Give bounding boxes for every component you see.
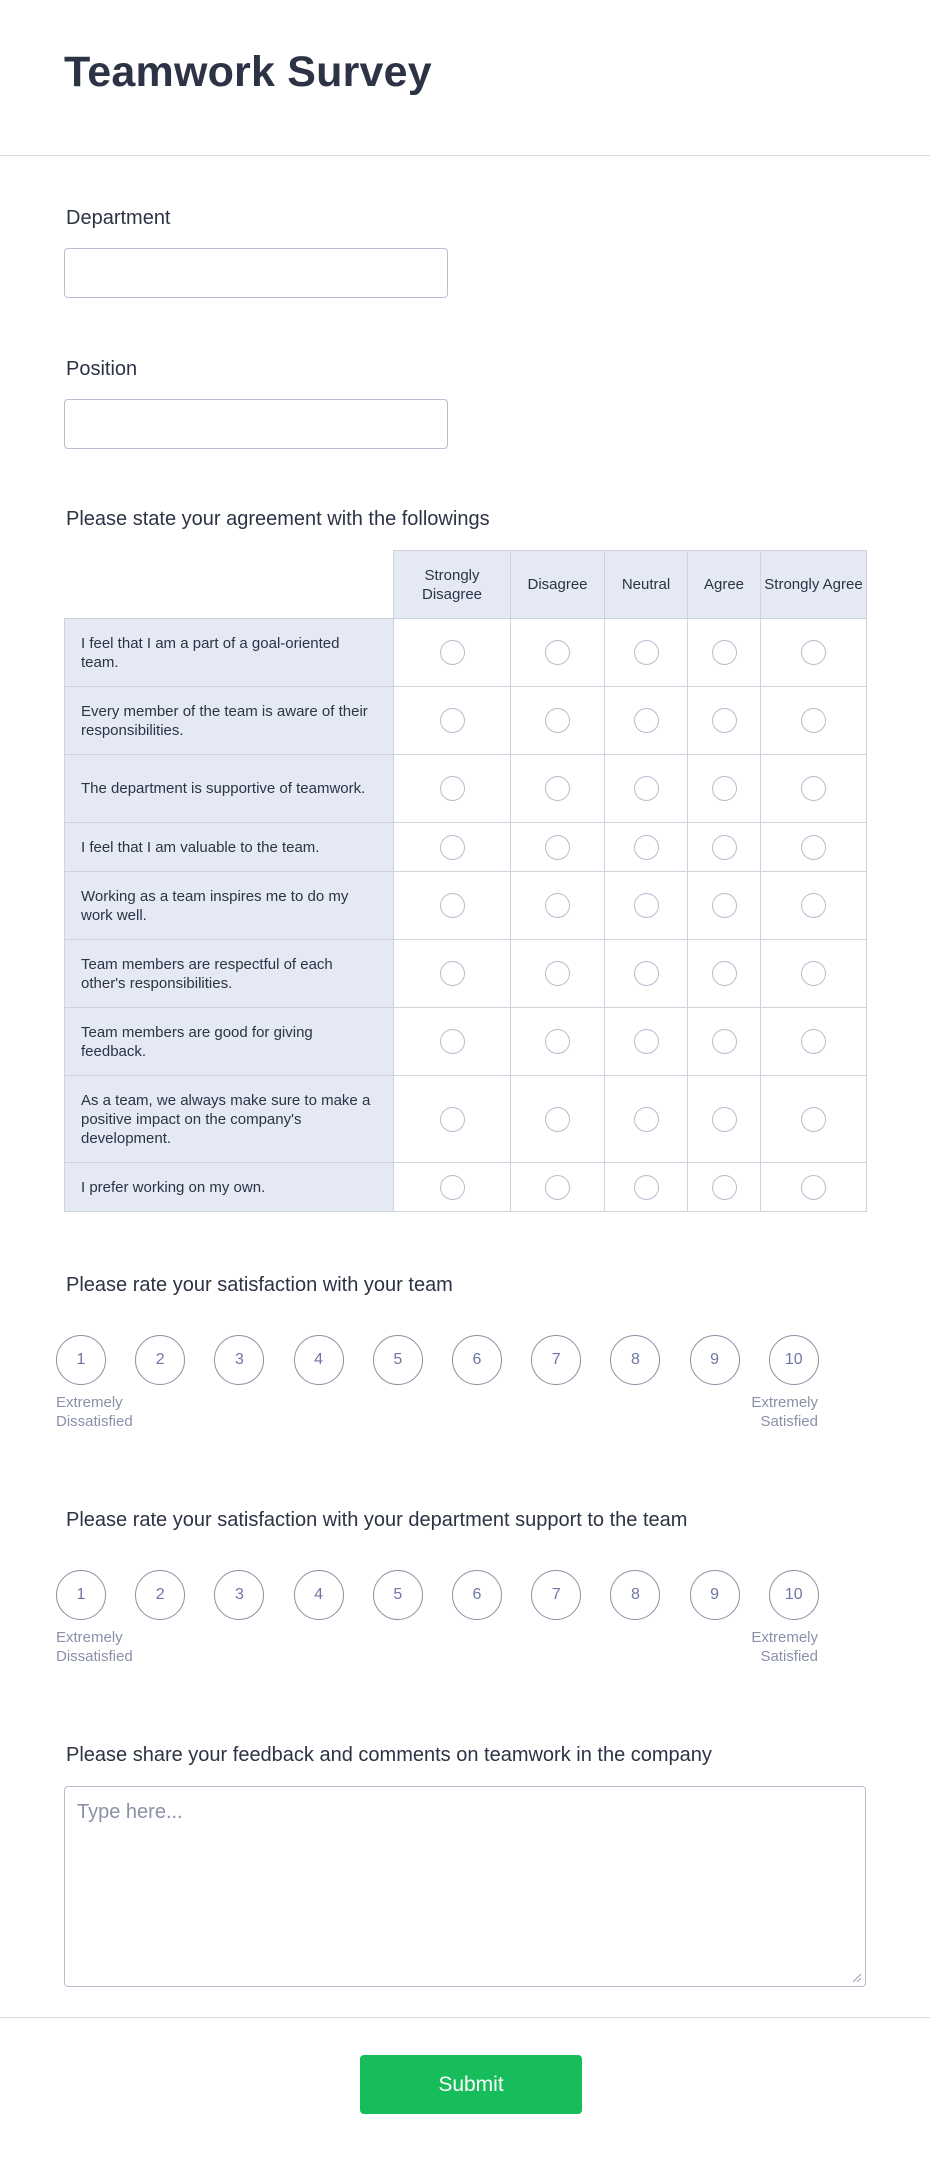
rating-option-4[interactable]: 4 — [294, 1570, 344, 1620]
rating-option-3[interactable]: 3 — [214, 1570, 264, 1620]
form-header — [0, 0, 930, 156]
matrix-cell — [688, 872, 761, 940]
matrix-radio-button[interactable] — [712, 893, 737, 918]
matrix-cell — [394, 1076, 511, 1163]
matrix-cell — [688, 1076, 761, 1163]
matrix-radio-button[interactable] — [440, 835, 465, 860]
matrix-row-question: I feel that I am valuable to the team. — [65, 823, 394, 872]
matrix-corner — [65, 551, 394, 619]
matrix-radio-button[interactable] — [801, 893, 826, 918]
matrix-cell — [511, 1008, 605, 1076]
matrix-radio-button[interactable] — [440, 776, 465, 801]
matrix-radio-button[interactable] — [801, 708, 826, 733]
matrix-radio-button[interactable] — [545, 893, 570, 918]
matrix-row-question: Working as a team inspires me to do my work well. — [65, 872, 394, 940]
rating-option-7[interactable]: 7 — [531, 1335, 581, 1385]
matrix-radio-button[interactable] — [712, 1029, 737, 1054]
matrix-radio-button[interactable] — [545, 1107, 570, 1132]
matrix-radio-button[interactable] — [440, 640, 465, 665]
rating-option-10[interactable]: 10 — [769, 1335, 819, 1385]
matrix-radio-button[interactable] — [440, 1029, 465, 1054]
matrix-col-agree: Agree — [688, 551, 761, 619]
matrix-radio-button[interactable] — [801, 961, 826, 986]
matrix-cell — [605, 755, 688, 823]
matrix-radio-button[interactable] — [712, 1107, 737, 1132]
matrix-radio-button[interactable] — [712, 1175, 737, 1200]
matrix-radio-button[interactable] — [440, 1107, 465, 1132]
matrix-radio-button[interactable] — [440, 1175, 465, 1200]
matrix-radio-button[interactable] — [545, 708, 570, 733]
matrix-radio-button[interactable] — [545, 835, 570, 860]
matrix-row-question: Every member of the team is aware of their responsibilities. — [65, 687, 394, 755]
matrix-cell — [761, 619, 867, 687]
matrix-cell — [605, 940, 688, 1008]
department-input[interactable] — [64, 248, 448, 298]
matrix-radio-button[interactable] — [712, 708, 737, 733]
agreement-matrix — [64, 550, 867, 1212]
matrix-radio-button[interactable] — [712, 776, 737, 801]
matrix-cell — [761, 823, 867, 872]
rating-department-high-label: Extremely Satisfied — [751, 1629, 818, 1665]
feedback-label: Please share your feedback and comments on teamwork in the company — [66, 1744, 712, 1766]
matrix-cell — [511, 687, 605, 755]
matrix-radio-button[interactable] — [801, 1175, 826, 1200]
rating-option-5[interactable]: 5 — [373, 1570, 423, 1620]
matrix-cell — [394, 755, 511, 823]
matrix-radio-button[interactable] — [545, 1029, 570, 1054]
matrix-radio-button[interactable] — [801, 1029, 826, 1054]
matrix-cell — [394, 687, 511, 755]
rating-option-10[interactable]: 10 — [769, 1570, 819, 1620]
matrix-cell — [511, 755, 605, 823]
matrix-radio-button[interactable] — [712, 640, 737, 665]
matrix-row-question: I feel that I am a part of a goal-oriented team. — [65, 619, 394, 687]
matrix-radio-button[interactable] — [634, 835, 659, 860]
matrix-row-question: The department is supportive of teamwork. — [65, 755, 394, 823]
rating-option-4[interactable]: 4 — [294, 1335, 344, 1385]
rating-department-label: Please rate your satisfaction with your department support to the team — [66, 1509, 688, 1531]
matrix-row — [65, 619, 867, 687]
matrix-col-strongly-disagree: Strongly Disagree — [394, 551, 511, 619]
rating-option-6[interactable]: 6 — [452, 1335, 502, 1385]
matrix-cell — [511, 1163, 605, 1212]
feedback-placeholder: Type here... — [77, 1801, 183, 1823]
matrix-cell — [394, 872, 511, 940]
matrix-cell — [761, 1163, 867, 1212]
rating-option-6[interactable]: 6 — [452, 1570, 502, 1620]
matrix-radio-button[interactable] — [634, 893, 659, 918]
resize-handle-icon[interactable] — [851, 1972, 861, 1982]
matrix-radio-button[interactable] — [712, 835, 737, 860]
matrix-cell — [394, 1008, 511, 1076]
matrix-cell — [688, 823, 761, 872]
rating-team-scale — [56, 1335, 836, 1385]
matrix-radio-button[interactable] — [801, 835, 826, 860]
matrix-radio-button[interactable] — [440, 708, 465, 733]
rating-option-3[interactable]: 3 — [214, 1335, 264, 1385]
form-title: Teamwork Survey — [64, 48, 432, 96]
matrix-cell — [605, 872, 688, 940]
matrix-row — [65, 940, 867, 1008]
rating-team-label: Please rate your satisfaction with your team — [66, 1274, 453, 1296]
submit-button[interactable]: Submit — [360, 2055, 582, 2114]
matrix-cell — [761, 1076, 867, 1163]
matrix-cell — [605, 1008, 688, 1076]
position-label: Position — [66, 358, 138, 380]
matrix-row — [65, 1008, 867, 1076]
matrix-cell — [688, 940, 761, 1008]
matrix-radio-button[interactable] — [801, 640, 826, 665]
rating-department-low-label: Extremely Dissatisfied — [56, 1629, 133, 1665]
rating-option-2[interactable]: 2 — [135, 1570, 185, 1620]
matrix-col-strongly-agree: Strongly Agree — [761, 551, 867, 619]
rating-team-high-label: Extremely Satisfied — [751, 1394, 818, 1430]
matrix-cell — [688, 1008, 761, 1076]
matrix-radio-button[interactable] — [440, 961, 465, 986]
matrix-row — [65, 823, 867, 872]
matrix-label: Please state your agreement with the followings — [66, 508, 490, 530]
matrix-radio-button[interactable] — [634, 1029, 659, 1054]
matrix-row-question: As a team, we always make sure to make a positive impact on the company's development. — [65, 1076, 394, 1163]
matrix-row-question: Team members are respectful of each other's responsibilities. — [65, 940, 394, 1008]
matrix-cell — [511, 1076, 605, 1163]
matrix-row — [65, 1076, 867, 1163]
matrix-radio-button[interactable] — [545, 1175, 570, 1200]
rating-team-low-label: Extremely Dissatisfied — [56, 1394, 133, 1430]
matrix-row-question: Team members are good for giving feedback. — [65, 1008, 394, 1076]
matrix-row — [65, 872, 867, 940]
matrix-row-question: I prefer working on my own. — [65, 1163, 394, 1212]
matrix-row — [65, 1163, 867, 1212]
matrix-cell — [605, 1076, 688, 1163]
matrix-radio-button[interactable] — [634, 961, 659, 986]
matrix-cell — [394, 619, 511, 687]
matrix-header-row — [65, 551, 867, 619]
matrix-radio-button[interactable] — [634, 640, 659, 665]
matrix-cell — [688, 755, 761, 823]
matrix-cell — [511, 823, 605, 872]
matrix-cell — [761, 755, 867, 823]
matrix-cell — [761, 1008, 867, 1076]
matrix-cell — [761, 872, 867, 940]
matrix-radio-button[interactable] — [801, 1107, 826, 1132]
matrix-col-disagree: Disagree — [511, 551, 605, 619]
matrix-radio-button[interactable] — [634, 776, 659, 801]
matrix-radio-button[interactable] — [545, 776, 570, 801]
matrix-cell — [688, 1163, 761, 1212]
rating-option-5[interactable]: 5 — [373, 1335, 423, 1385]
rating-department-scale — [56, 1570, 836, 1620]
matrix-cell — [394, 823, 511, 872]
footer-divider — [0, 2017, 930, 2018]
matrix-cell — [688, 687, 761, 755]
rating-option-7[interactable]: 7 — [531, 1570, 581, 1620]
matrix-radio-button[interactable] — [545, 640, 570, 665]
rating-option-2[interactable]: 2 — [135, 1335, 185, 1385]
matrix-cell — [688, 619, 761, 687]
matrix-col-neutral: Neutral — [605, 551, 688, 619]
matrix-cell — [605, 1163, 688, 1212]
matrix-radio-button[interactable] — [634, 1107, 659, 1132]
rating-option-1[interactable]: 1 — [56, 1570, 106, 1620]
rating-option-9[interactable]: 9 — [690, 1335, 740, 1385]
matrix-cell — [394, 1163, 511, 1212]
rating-option-8[interactable]: 8 — [610, 1570, 660, 1620]
matrix-radio-button[interactable] — [440, 893, 465, 918]
matrix-cell — [605, 619, 688, 687]
matrix-cell — [511, 872, 605, 940]
rating-option-1[interactable]: 1 — [56, 1335, 106, 1385]
position-input[interactable] — [64, 399, 448, 449]
rating-option-8[interactable]: 8 — [610, 1335, 660, 1385]
matrix-row — [65, 755, 867, 823]
matrix-radio-button[interactable] — [545, 961, 570, 986]
matrix-cell — [394, 940, 511, 1008]
matrix-cell — [605, 823, 688, 872]
matrix-row — [65, 687, 867, 755]
matrix-radio-button[interactable] — [634, 1175, 659, 1200]
matrix-cell — [511, 619, 605, 687]
matrix-radio-button[interactable] — [712, 961, 737, 986]
feedback-textarea[interactable] — [64, 1786, 866, 1987]
matrix-radio-button[interactable] — [634, 708, 659, 733]
rating-option-9[interactable]: 9 — [690, 1570, 740, 1620]
matrix-cell — [605, 687, 688, 755]
matrix-radio-button[interactable] — [801, 776, 826, 801]
matrix-cell — [761, 940, 867, 1008]
matrix-cell — [511, 940, 605, 1008]
department-label: Department — [66, 207, 171, 229]
matrix-cell — [761, 687, 867, 755]
